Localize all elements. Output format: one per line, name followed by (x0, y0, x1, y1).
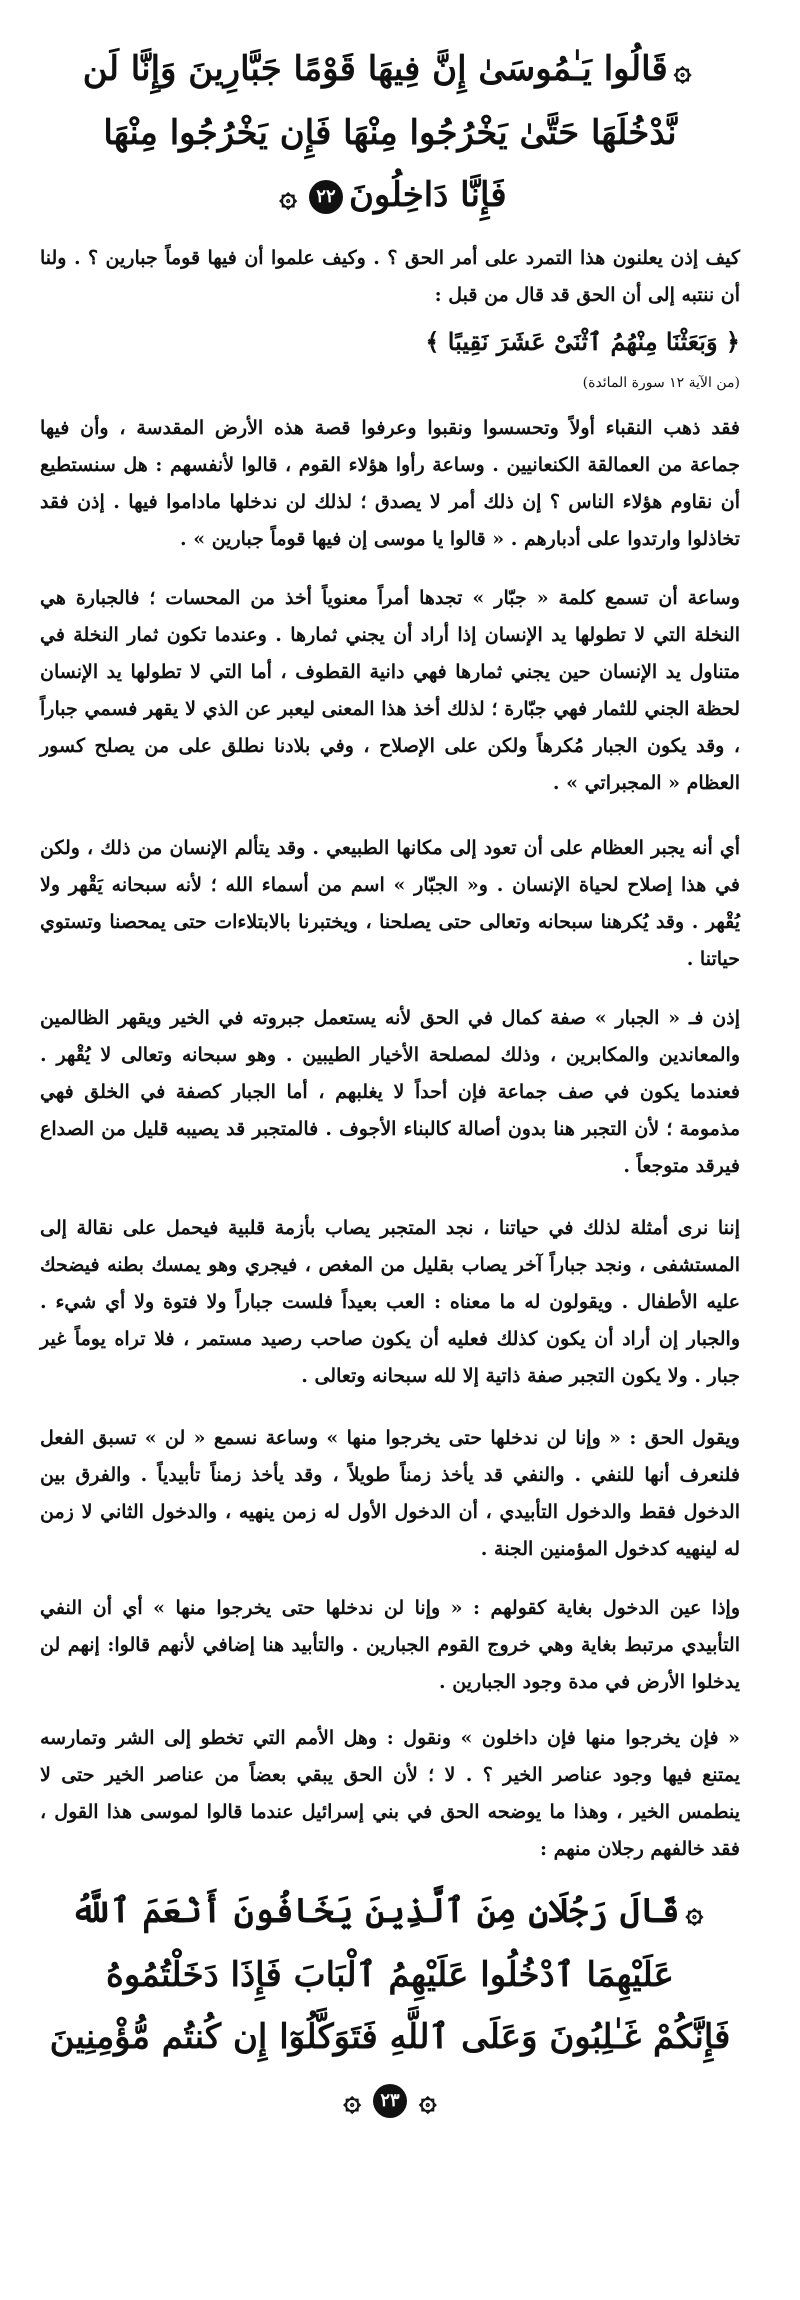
verse-line: عَلَيْهِمَا ٱدْخُلُوا عَلَيْهِمُ ٱلْبَابَ فَإِذَا دَخَلْتُمُوهُ (106, 1955, 674, 1995)
paragraph: إذن فـ « الجبار » صفة كمال في الحق لأنه يستعمل جبروته في الخير ويقهر الظالمين والمعاندين والمكابرين ، وذلك لمصلحة الأخيار الطيبين . وهو سبحانه وتعالى لا يُقْهر . فعندما يكون في صف جماعة فإن أحداً لا يغلبهم ، أما الجبار كصفة في الخلق فهي مذمومة ؛ لأن التجبر هنا بدون أصالة كالبناء الأجوف . فالمتجبر قد يصيبه قليل من الصداع فيرقد متوجعاً . (40, 1007, 741, 1177)
verse-line (40, 1880, 740, 1944)
verse-line (40, 164, 740, 228)
verse-number-row (40, 2068, 740, 2132)
paragraph: كيف إذن يعلنون هذا التمرد على أمر الحق ؟ . وكيف علموا أن فيها قوماً جبارين ؟ . ولنا أن ننتبه إلى أن الحق قد قال من قبل : (40, 247, 740, 306)
ornament-icon: ۞ (673, 53, 692, 88)
verse-block-top (40, 38, 740, 228)
ornament-icon: ۞ (343, 2083, 361, 2118)
paragraph: وإذا عين الدخول بغاية كقولهم : « وإنا لن ندخلها حتى يخرجوا منها » أي أن النفي التأبيدي مرتبط بغاية وهي خروج القوم الجبارين . والتأبيد هنا إضافي لأنهم قالوا: إنهم لن يدخلوا الأرض في مدة وجود الجبارين . (40, 1597, 740, 1693)
paragraph: « فإن يخرجوا منها فإن داخلون » ونقول : وهل الأمم التي تخطو إلى الشر وتمارسه يمتنع فيها وجود عناصر الخير ؟ . لا ؛ لأن الحق يبقي بعضاً من عناصر الخير حتى لا ينطمس الخير ، وهذا ما يوضحه الحق في بني إسرائيل عندما قالوا لموسى هذا القول ، فقد خالفهم رجلان منهم : (40, 1727, 740, 1860)
verse-number-badge: ٢٢ (309, 180, 343, 214)
paragraph: إننا نرى أمثلة لذلك في حياتنا ، نجد المتجبر يصاب بأزمة قلبية فيحمل على نقالة إلى المستشفى ، ونجد جباراً آخر يصاب بقليل من المغص ، فيجري وهو يمسك بطنه فيضحك عليه الأطفال . ويقولون له ما معناه : العب بعيداً فلست جباراً ولا فتوة ولا أي شيء . والجبار إن أراد أن يكون كذلك فعليه أن يكون صاحب رصيد مستمر ، فلا تراه يوماً غير جبار . ولا يكون التجبر صفة ذاتية إلا لله سبحانه وتعالى . (40, 1217, 740, 1387)
verse-line: نَّدْخُلَهَا حَتَّىٰ يَخْرُجُوا مِنْهَا فَإِن يَخْرُجُوا مِنْهَا (103, 113, 677, 153)
verse-number-badge: ٢٣ (373, 2084, 407, 2118)
paragraph: ويقول الحق : « وإنا لن ندخلها حتى يخرجوا منها » وساعة نسمع « لن » تسبق الفعل فلنعرف أنها للنفي . والنفي قد يأخذ زمناً طويلاً ، وقد يأخذ زمناً تأبيدياً . والفرق بين الدخول فقط والدخول التأبيدي ، أن الدخول الأول له زمن ينهيه ، والدخول الثاني لا زمن له لينهيه كدخول المؤمنين الجنة . (40, 1427, 740, 1560)
verse-source: (من الآية ١٢ سورة المائدة) (582, 375, 740, 391)
verse-line (40, 38, 740, 102)
verse-block-bottom (40, 1880, 740, 2132)
verse-line-text: قَالُوا يَـٰمُوسَىٰ إِنَّ فِيهَا قَوْمًا جَبَّارِينَ وَإِنَّا لَن (82, 49, 668, 89)
ornament-icon: ۞ (685, 1895, 704, 1930)
paragraph: فقد ذهب النقباء أولاً وتحسسوا ونقبوا وعرفوا قصة هذه الأرض المقدسة ، وأن فيها جماعة من العمالقة الكنعانيين . وساعة رأوا هؤلاء القوم ، قالوا لأنفسهم : هل سنستطيع أن نقاوم هؤلاء الناس ؟ إن ذلك أمر لا يصدق ؛ لذلك لن ندخلها ماداموا فيها . إذن فقد تخاذلوا وارتدوا على أدبارهم . « قالوا يا موسى إن فيها قوماً جبارين » . (40, 417, 740, 550)
paragraph: وساعة أن تسمع كلمة « جبّار » تجدها أمراً معنوياً أخذ من المحسات ؛ فالجبارة هي النخلة التي لا تطولها يد الإنسان إذا أراد أن يجني ثمارها . وعندما تكون ثمار النخلة في متناول يد الإنسان حين يجني ثمارها فهي دانية القطوف ، أما التي لا تطولها يد الإنسان لحظة الجني للثمار فهي جبّارة ؛ لذلك أخذ هذا المعنى ليعبر عن الذي لا يقهر فسمي جباراً ، وقد يكون الجبار مُكرهاً ولكن على الإصلاح ، وفي بلادنا نطلق على من يصلح كسور العظام « المجبراتي » . (40, 587, 740, 794)
ornament-icon: ۞ (279, 179, 297, 214)
verse-line-text: فَإِنَّا دَاخِلُونَ (348, 175, 507, 215)
verse-line-text: قَالَ رَجُلَانِ مِنَ ٱلَّذِينَ يَخَافُونَ أَنْعَمَ ٱللَّهُ (70, 1891, 680, 1931)
paragraph: أي أنه يجبر العظام على أن تعود إلى مكانها الطبيعي . وقد يتألم الإنسان من ذلك ، ولكن في هذا إصلاح لحياة الإنسان . و« الجبّار » اسم من أسماء الله ؛ لأنه سبحانه يَقْهر ولا يُقْهر . وقد يُكرهنا سبحانه وتعالى حتى يصلحنا ، ويختبرنا بالابتلاءات حتى يمحصنا وتستوي حياتنا . (40, 837, 740, 970)
ornament-icon: ۞ (419, 2083, 437, 2118)
verse-line: فَإِنَّكُمْ غَـٰلِبُونَ وَعَلَى ٱللَّهِ فَتَوَكَّلُوٓا إِن كُنتُم مُّؤْمِنِينَ (49, 2017, 731, 2057)
quoted-verse: ﴿ وَبَعَثْنَا مِنْهُمُ ٱثْنَىْ عَشَرَ نَقِيبًا ﴾ (425, 327, 740, 356)
